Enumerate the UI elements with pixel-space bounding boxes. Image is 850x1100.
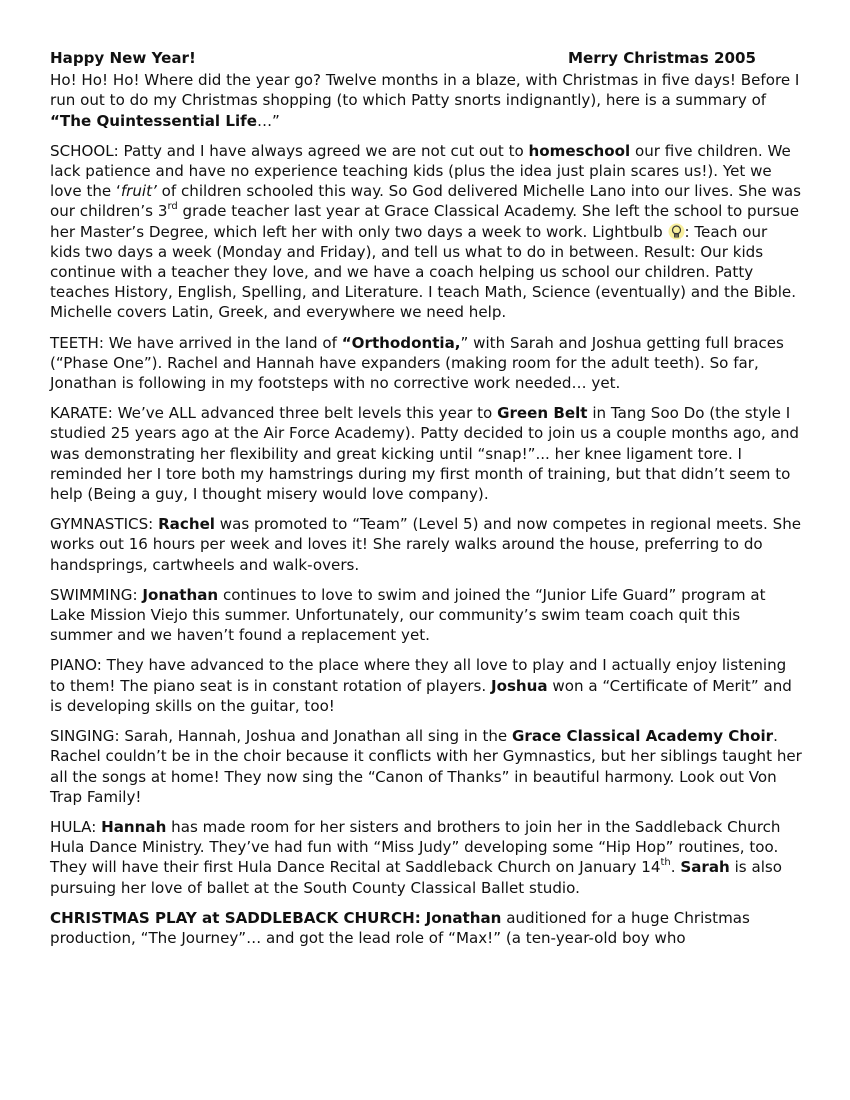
swimming-bold: Jonathan [142,585,219,604]
teeth-text-1: TEETH: We have arrived in the land of [50,333,342,352]
header-greeting: Happy New Year! [50,49,196,67]
gymnastics-paragraph [50,514,802,575]
play-bold: Jonathan [425,908,502,927]
karate-text-2: in Tang Soo Do (the style I studied 25 years ago at the Air Force Academy). Patty decided to join us a couple months ago, and was demonstrating her flexibility and great kicking until “snap!”... her knee ligament tore. I reminded her I tore both my hamstrings during my first month of training, but that didn’t seem to help (Being a guy, I thought misery would love company). [50,404,799,504]
letter-header [50,48,802,68]
hula-text-3: . [670,858,681,877]
hula-text-1: HULA: [50,817,102,836]
gymnastics-text-1: GYMNASTICS: [50,515,159,534]
karate-bold: Green Belt [497,404,588,423]
school-text-3: of children schooled this way. So God delivered Michelle Lano into our lives. She was our children’s 3 [50,182,801,221]
teeth-bold: “Orthodontia, [341,333,461,352]
school-text-5: : Teach our kids two days a week (Monday and Friday), and tell us what to do in between. Result: Our kids continue with a teacher they love, and we have a coach helping us school our children. Patty teaches History, English, Spelling, and Literature. I teach Math, Science (eventually) and the Bible. Michelle covers Latin, Greek, and everywhere we need help. [50,222,797,322]
piano-text-1: PIANO: They have advanced to the place where they all love to play and I actually enjoy listening to them! The piano seat is in constant rotation of players. [50,656,787,695]
school-text-2: our five children. We lack patience and have no experience teaching kids (plus the idea just plain scares us!). Yet we love the ‘ [50,141,791,201]
piano-bold: Joshua [490,676,548,695]
play-paragraph [50,908,802,948]
school-bold: homeschool [528,141,631,160]
teeth-text-2: ” with Sarah and Joshua getting full braces (“Phase One”). Rachel and Hannah have expanders (making room for the adult teeth). So far, Jonathan is following in my footsteps with no corrective work needed… yet. [50,333,784,393]
singing-bold: Grace Classical Academy Choir [512,727,774,746]
singing-paragraph [50,726,802,807]
piano-text-2: won a “Certificate of Merit” and is developing skills on the guitar, too! [50,676,792,715]
intro-text-end: …” [256,111,280,130]
school-paragraph [50,141,802,323]
school-italic: fruit’ [120,182,157,201]
swimming-text-1: SWIMMING: [50,585,143,604]
play-text: auditioned for a huge Christmas production, “The Journey”… and got the lead role of “Max!” (a ten-year-old boy who [50,908,750,947]
intro-text: Ho! Ho! Ho! Where did the year go? Twelve months in a blaze, with Christmas in five days! Before I run out to do my Christmas shopping (to which Patty snorts indignantly), here is a summary of [50,71,800,110]
header-date: Merry Christmas 2005 [567,49,756,67]
hula-text-4: is also pursuing her love of ballet at the South County Classical Ballet studio. [50,858,782,897]
hula-paragraph [50,817,802,898]
singing-text-2: . Rachel couldn’t be in the choir because it conflicts with her Gymnastics, but her siblings taught her all the songs at home! They now sing the “Canon of Thanks” in beautiful harmony. Look out Von Trap Family! [50,727,802,806]
intro-bold: “The Quintessential Life [50,111,257,130]
gymnastics-text-2: was promoted to “Team” (Level 5) and now competes in regional meets. She works out 16 hours per week and loves it! She rarely walks around the house, preferring to do handsprings, cartwheels and walk-overs. [50,515,802,574]
singing-text-1: SINGING: Sarah, Hannah, Joshua and Jonathan all sing in the [50,727,513,746]
letter-page [50,48,802,958]
karate-paragraph [50,403,802,504]
school-text-4: grade teacher last year at Grace Classical Academy. She left the school to pursue her Master’s Degree, which left her with only two days a week to work. Lightbulb [50,202,800,241]
gymnastics-bold: Rachel [158,515,215,534]
teeth-paragraph [50,333,802,394]
school-superscript: rd [167,201,178,213]
hula-bold-2: Sarah [680,858,730,877]
school-text-1: SCHOOL: Patty and I have always agreed we are not cut out to [50,141,529,160]
karate-text-1: KARATE: We’ve ALL advanced three belt levels this year to [50,404,498,423]
hula-superscript: th [660,857,671,869]
intro-paragraph [50,70,802,131]
hula-text-2: has made room for her sisters and brothers to join her in the Saddleback Church Hula Dance Ministry. They’ve had fun with “Miss Judy” developing some “Hip Hop” routines, too. They will have their first Hula Dance Recital at Saddleback Church on January 14 [50,817,781,877]
play-heading: CHRISTMAS PLAY at SADDLEBACK CHURCH: [50,908,421,927]
hula-bold-1: Hannah [101,817,167,836]
lightbulb-icon [668,223,685,240]
piano-paragraph [50,655,802,716]
swimming-paragraph [50,585,802,646]
swimming-text-2: continues to love to swim and joined the “Junior Life Guard” program at Lake Mission Viejo this summer. Unfortunately, our community’s swim team coach quit this summer and we haven’t found a replacement yet. [50,585,766,645]
